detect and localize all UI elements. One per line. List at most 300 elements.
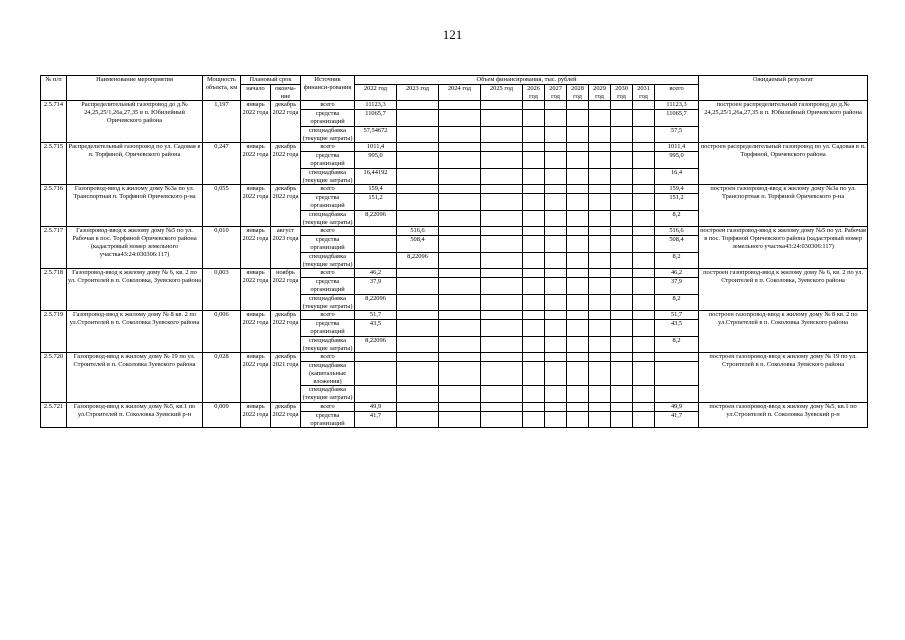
- start-date: январь 2022 года: [241, 353, 271, 403]
- value-empty: [481, 320, 523, 337]
- value-total: 49,9: [655, 403, 699, 412]
- value-total: 508,4: [655, 236, 699, 253]
- value-empty: [567, 386, 589, 403]
- value-2022: [355, 386, 397, 403]
- header-year: 2026 год: [523, 84, 545, 101]
- capacity-km: 0,028: [203, 353, 241, 403]
- value-empty: [633, 278, 655, 295]
- measure-name: Газопровод-ввод к жилому дому №3а по ул. Транспортная п. Торфяной Оричевского р-на: [67, 185, 203, 227]
- expected-result: построен распределительный газопровод по ул. Садовая в п. Торфяной, Оричевского района: [699, 143, 868, 185]
- funding-source: средства организаций: [301, 320, 355, 337]
- expected-result: построен газопровод-ввод к жилому дому № 6, кв. 2 по ул. Строителей в п. Соколовка, Зуевского района: [699, 269, 868, 311]
- value-empty: [439, 311, 481, 320]
- value-empty: [633, 236, 655, 253]
- value-empty: [633, 210, 655, 227]
- value-empty: [439, 236, 481, 253]
- value-empty: [545, 168, 567, 185]
- value-empty: [633, 294, 655, 311]
- table-row: [41, 269, 868, 278]
- row-number: 2.5.714: [41, 101, 67, 143]
- value-empty: [633, 336, 655, 353]
- value-empty: [633, 411, 655, 428]
- value-total: 516,6: [655, 227, 699, 236]
- value-empty: [611, 336, 633, 353]
- value-empty: [589, 320, 611, 337]
- value-empty: [523, 210, 545, 227]
- value-empty: [439, 252, 481, 269]
- value-empty: [567, 278, 589, 295]
- value-empty: [523, 227, 545, 236]
- funding-source: спецнадбавка (текущие затраты): [301, 336, 355, 353]
- funding-source: всего: [301, 403, 355, 412]
- measure-name: Газопровод-ввод к жилому дому №5, кв.1 по ул.Строителей п. Соколовка Зуевский р-н: [67, 403, 203, 428]
- value-empty: [611, 126, 633, 143]
- value-2023: [397, 143, 439, 152]
- value-empty: [567, 168, 589, 185]
- end-date: декабрь 2022 года: [271, 143, 301, 185]
- row-number: 2.5.717: [41, 227, 67, 269]
- value-2023: [397, 110, 439, 127]
- funding-source: средства организаций: [301, 236, 355, 253]
- value-2022: 11123,3: [355, 101, 397, 110]
- value-empty: [589, 311, 611, 320]
- end-date: декабрь 2022 года: [271, 185, 301, 227]
- value-empty: [589, 403, 611, 412]
- value-empty: [545, 194, 567, 211]
- start-date: январь 2022 года: [241, 185, 271, 227]
- value-empty: [567, 194, 589, 211]
- header-year: 2031 год: [633, 84, 655, 101]
- value-empty: [481, 336, 523, 353]
- header-year: 2024 год: [439, 84, 481, 101]
- value-empty: [589, 227, 611, 236]
- value-2023: [397, 269, 439, 278]
- value-2022: 995,0: [355, 152, 397, 169]
- value-empty: [523, 403, 545, 412]
- value-empty: [545, 110, 567, 127]
- value-empty: [481, 143, 523, 152]
- value-2022: 46,2: [355, 269, 397, 278]
- funding-source: спецнадбавка (текущие затраты): [301, 294, 355, 311]
- value-empty: [633, 403, 655, 412]
- table-row: [41, 101, 868, 110]
- value-empty: [439, 294, 481, 311]
- value-empty: [523, 101, 545, 110]
- value-empty: [523, 362, 545, 386]
- header-start: начало: [241, 84, 271, 101]
- value-empty: [567, 336, 589, 353]
- header-source: Источник финанси-рования: [301, 76, 355, 101]
- value-empty: [439, 101, 481, 110]
- value-empty: [589, 362, 611, 386]
- value-2023: [397, 353, 439, 362]
- header-capacity: Мощность объекта, км: [203, 76, 241, 101]
- value-total: 57,5: [655, 126, 699, 143]
- funding-source: спецнадбавка (текущие затраты): [301, 252, 355, 269]
- capacity-km: 0,006: [203, 311, 241, 353]
- value-empty: [611, 185, 633, 194]
- value-empty: [633, 320, 655, 337]
- value-empty: [523, 311, 545, 320]
- value-empty: [567, 252, 589, 269]
- capacity-km: 0,009: [203, 403, 241, 428]
- value-empty: [589, 110, 611, 127]
- value-empty: [523, 152, 545, 169]
- start-date: январь 2022 года: [241, 101, 271, 143]
- value-total: 1011,4: [655, 143, 699, 152]
- value-empty: [523, 278, 545, 295]
- value-empty: [611, 236, 633, 253]
- expected-result: построен газопровод-ввод к жилому дому №5, кв.1 по ул.Строителей п. Соколовка Зуевский р-н: [699, 403, 868, 428]
- value-2023: 516,6: [397, 227, 439, 236]
- value-empty: [611, 294, 633, 311]
- end-date: ноябрь 2022 года: [271, 269, 301, 311]
- value-empty: [545, 236, 567, 253]
- value-empty: [545, 336, 567, 353]
- header-year: 2027 год: [545, 84, 567, 101]
- value-total: 159,4: [655, 185, 699, 194]
- value-2023: [397, 386, 439, 403]
- value-empty: [633, 143, 655, 152]
- expected-result: построен газопровод-ввод к жилому дому № 19 по ул. Строителей в п. Соколовка Зуевского района: [699, 353, 868, 403]
- value-empty: [611, 403, 633, 412]
- value-2023: [397, 411, 439, 428]
- value-empty: [439, 227, 481, 236]
- value-empty: [439, 403, 481, 412]
- header-year: 2030 год: [611, 84, 633, 101]
- value-empty: [523, 143, 545, 152]
- value-2022: [355, 227, 397, 236]
- start-date: январь 2022 года: [241, 269, 271, 311]
- value-2022: 151,2: [355, 194, 397, 211]
- value-empty: [545, 362, 567, 386]
- value-2022: 11065,7: [355, 110, 397, 127]
- expected-result: построен газопровод-ввод к жилому дому №3а по ул. Транспортная п. Торфяной Оричевского р-на: [699, 185, 868, 227]
- value-empty: [567, 353, 589, 362]
- value-2022: [355, 252, 397, 269]
- value-2022: 51,7: [355, 311, 397, 320]
- funding-source: средства организаций: [301, 110, 355, 127]
- value-empty: [545, 311, 567, 320]
- value-total: 51,7: [655, 311, 699, 320]
- value-total: 11065,7: [655, 110, 699, 127]
- value-2022: 43,5: [355, 320, 397, 337]
- value-empty: [439, 320, 481, 337]
- value-empty: [523, 126, 545, 143]
- value-empty: [589, 386, 611, 403]
- value-empty: [481, 168, 523, 185]
- value-empty: [633, 110, 655, 127]
- value-empty: [567, 227, 589, 236]
- value-2022: 8,22096: [355, 294, 397, 311]
- end-date: декабрь 2022 года: [271, 101, 301, 143]
- funding-source: всего: [301, 101, 355, 110]
- value-total: 8,2: [655, 210, 699, 227]
- value-empty: [567, 101, 589, 110]
- value-empty: [633, 353, 655, 362]
- header-year: 2028 год: [567, 84, 589, 101]
- value-empty: [481, 110, 523, 127]
- value-empty: [439, 353, 481, 362]
- value-empty: [611, 353, 633, 362]
- value-total: 8,2: [655, 294, 699, 311]
- value-2022: 41,7: [355, 411, 397, 428]
- value-empty: [567, 126, 589, 143]
- funding-source: спецнадбавка (текущие затраты): [301, 126, 355, 143]
- end-date: декабрь 2022 года: [271, 311, 301, 353]
- value-2022: 159,4: [355, 185, 397, 194]
- value-empty: [567, 294, 589, 311]
- value-empty: [439, 362, 481, 386]
- value-empty: [611, 311, 633, 320]
- funding-source: спецнадбавка (капитальные вложения): [301, 362, 355, 386]
- funding-source: спецнадбавка (текущие затраты): [301, 168, 355, 185]
- header-period: Плановый срок: [241, 76, 301, 85]
- value-empty: [523, 294, 545, 311]
- start-date: январь 2022 года: [241, 311, 271, 353]
- value-empty: [567, 269, 589, 278]
- value-empty: [481, 185, 523, 194]
- value-2023: 508,4: [397, 236, 439, 253]
- value-empty: [545, 353, 567, 362]
- capacity-km: 0,247: [203, 143, 241, 185]
- value-empty: [633, 168, 655, 185]
- header-year: 2025 год: [481, 84, 523, 101]
- value-empty: [523, 411, 545, 428]
- value-empty: [611, 143, 633, 152]
- value-empty: [567, 110, 589, 127]
- expected-result: построен газопровод-ввод к жилому дому № 8 кв. 2 по ул.Строителей в п. Соколовка Зуевского района: [699, 311, 868, 353]
- value-empty: [481, 353, 523, 362]
- value-empty: [611, 320, 633, 337]
- value-empty: [589, 353, 611, 362]
- value-empty: [633, 386, 655, 403]
- capacity-km: 0,010: [203, 227, 241, 269]
- end-date: август 2023 года: [271, 227, 301, 269]
- value-empty: [589, 168, 611, 185]
- value-empty: [523, 252, 545, 269]
- value-empty: [567, 411, 589, 428]
- value-2022: 57,54672: [355, 126, 397, 143]
- funding-source: спецнадбавка (текущие затраты): [301, 386, 355, 403]
- value-empty: [633, 101, 655, 110]
- value-empty: [439, 278, 481, 295]
- value-empty: [633, 126, 655, 143]
- value-empty: [523, 336, 545, 353]
- value-total: [655, 353, 699, 362]
- value-empty: [481, 152, 523, 169]
- value-empty: [567, 362, 589, 386]
- measure-name: Распределительный газопровод до д.№ 24,25,25/1,26а,27,35 в п. Юбилейный Оричевского района: [67, 101, 203, 143]
- value-empty: [523, 168, 545, 185]
- value-empty: [545, 320, 567, 337]
- value-2022: [355, 362, 397, 386]
- value-total: [655, 386, 699, 403]
- value-empty: [439, 168, 481, 185]
- value-empty: [633, 152, 655, 169]
- value-empty: [589, 101, 611, 110]
- value-empty: [481, 411, 523, 428]
- value-empty: [523, 320, 545, 337]
- header-total: всего: [655, 84, 699, 101]
- row-number: 2.5.719: [41, 311, 67, 353]
- value-empty: [439, 126, 481, 143]
- value-empty: [611, 194, 633, 211]
- value-2023: [397, 152, 439, 169]
- value-empty: [567, 311, 589, 320]
- value-empty: [523, 269, 545, 278]
- value-empty: [545, 185, 567, 194]
- value-2023: 8,22096: [397, 252, 439, 269]
- measure-name: Газопровод-ввод к жилому дому № 6, кв. 2 по ул. Строителей в п. Соколовка, Зуевского района: [67, 269, 203, 311]
- value-total: 37,9: [655, 278, 699, 295]
- value-empty: [611, 110, 633, 127]
- value-empty: [481, 386, 523, 403]
- header-result: Ожидаемый результат: [699, 76, 868, 101]
- value-empty: [481, 126, 523, 143]
- value-empty: [589, 194, 611, 211]
- value-2022: [355, 353, 397, 362]
- capacity-km: 0,055: [203, 185, 241, 227]
- value-empty: [611, 411, 633, 428]
- value-empty: [439, 210, 481, 227]
- table-row: [41, 143, 868, 152]
- table-row: [41, 311, 868, 320]
- value-empty: [481, 252, 523, 269]
- value-total: 46,2: [655, 269, 699, 278]
- value-empty: [545, 126, 567, 143]
- value-empty: [481, 403, 523, 412]
- value-total: 11123,3: [655, 101, 699, 110]
- expected-result: построен газопровод-ввод к жилому дому №5 по ул. Рабочая в пос. Торфяной Оричевского района (кадастровый номер земельного участка43:24:030306:117): [699, 227, 868, 269]
- capacity-km: 0,003: [203, 269, 241, 311]
- value-empty: [439, 143, 481, 152]
- value-empty: [589, 278, 611, 295]
- value-empty: [545, 269, 567, 278]
- value-empty: [481, 101, 523, 110]
- measure-name: Распределительный газопровод по ул. Садовая в п. Торфяной, Оричевского района: [67, 143, 203, 185]
- value-2023: [397, 311, 439, 320]
- measure-name: Газопровод-ввод к жилому дому № 8 кв. 2 по ул.Строителей в п. Соколовка Зуевского района: [67, 311, 203, 353]
- page-number: 121: [442, 27, 463, 42]
- funding-source: всего: [301, 143, 355, 152]
- value-empty: [611, 152, 633, 169]
- value-empty: [633, 311, 655, 320]
- header-year: 2029 год: [589, 84, 611, 101]
- value-empty: [523, 110, 545, 127]
- value-empty: [481, 311, 523, 320]
- measure-name: Газопровод-ввод к жилому дому № 19 по ул. Строителей в п. Соколовка Зуевского района: [67, 353, 203, 403]
- value-empty: [611, 278, 633, 295]
- value-empty: [567, 152, 589, 169]
- value-empty: [545, 152, 567, 169]
- value-empty: [589, 210, 611, 227]
- value-empty: [611, 252, 633, 269]
- value-total: 41,7: [655, 411, 699, 428]
- value-empty: [481, 362, 523, 386]
- value-empty: [545, 143, 567, 152]
- value-2023: [397, 194, 439, 211]
- value-total: 8,2: [655, 252, 699, 269]
- value-empty: [611, 168, 633, 185]
- funding-source: средства организаций: [301, 152, 355, 169]
- value-empty: [545, 386, 567, 403]
- expected-result: построен распределительный газопровод до д.№ 24,25,25/1,26а,27,35 в п. Юбилейный Оричевского района: [699, 101, 868, 143]
- value-empty: [567, 210, 589, 227]
- funding-source: средства организаций: [301, 411, 355, 428]
- value-2023: [397, 403, 439, 412]
- value-empty: [567, 236, 589, 253]
- row-number: 2.5.720: [41, 353, 67, 403]
- value-total: 151,2: [655, 194, 699, 211]
- value-2022: 8,22096: [355, 336, 397, 353]
- value-empty: [523, 236, 545, 253]
- value-empty: [633, 252, 655, 269]
- value-total: [655, 362, 699, 386]
- funding-source: всего: [301, 185, 355, 194]
- row-number: 2.5.721: [41, 403, 67, 428]
- value-2022: 37,9: [355, 278, 397, 295]
- value-empty: [545, 101, 567, 110]
- value-empty: [545, 227, 567, 236]
- value-total: 16,4: [655, 168, 699, 185]
- start-date: январь 2022 года: [241, 403, 271, 428]
- value-empty: [523, 185, 545, 194]
- value-empty: [633, 362, 655, 386]
- value-2023: [397, 362, 439, 386]
- value-2023: [397, 294, 439, 311]
- table-row: [41, 403, 868, 412]
- value-empty: [439, 152, 481, 169]
- value-empty: [545, 294, 567, 311]
- value-empty: [589, 252, 611, 269]
- value-2023: [397, 185, 439, 194]
- value-empty: [481, 194, 523, 211]
- value-2022: 8,22096: [355, 210, 397, 227]
- value-empty: [481, 269, 523, 278]
- value-empty: [589, 143, 611, 152]
- value-empty: [523, 353, 545, 362]
- table-row: [41, 353, 868, 362]
- funding-source: всего: [301, 311, 355, 320]
- value-empty: [439, 194, 481, 211]
- header-year: 2023 год: [397, 84, 439, 101]
- value-empty: [545, 403, 567, 412]
- value-2023: [397, 336, 439, 353]
- value-empty: [439, 386, 481, 403]
- header-num: № п/п: [41, 76, 67, 101]
- value-empty: [633, 185, 655, 194]
- measure-name: Газопровод-ввод к жилому дому №5 по ул. Рабочая в пос. Торфяной Оричевского района (кадастровый номер земельного участка43:24:030306:117): [67, 227, 203, 269]
- value-empty: [481, 227, 523, 236]
- value-empty: [439, 110, 481, 127]
- start-date: январь 2022 года: [241, 143, 271, 185]
- value-empty: [589, 185, 611, 194]
- header-funding: Объем финансирования, тыс. рублей: [355, 76, 699, 85]
- value-total: 43,5: [655, 320, 699, 337]
- value-empty: [611, 101, 633, 110]
- funding-source: спецнадбавка (текущие затраты): [301, 210, 355, 227]
- value-empty: [611, 210, 633, 227]
- table-row: [41, 227, 868, 236]
- value-2022: 16,44192: [355, 168, 397, 185]
- value-empty: [567, 403, 589, 412]
- header-year: 2022 год: [355, 84, 397, 101]
- value-2022: 49,9: [355, 403, 397, 412]
- value-empty: [523, 194, 545, 211]
- value-empty: [439, 269, 481, 278]
- value-2023: [397, 126, 439, 143]
